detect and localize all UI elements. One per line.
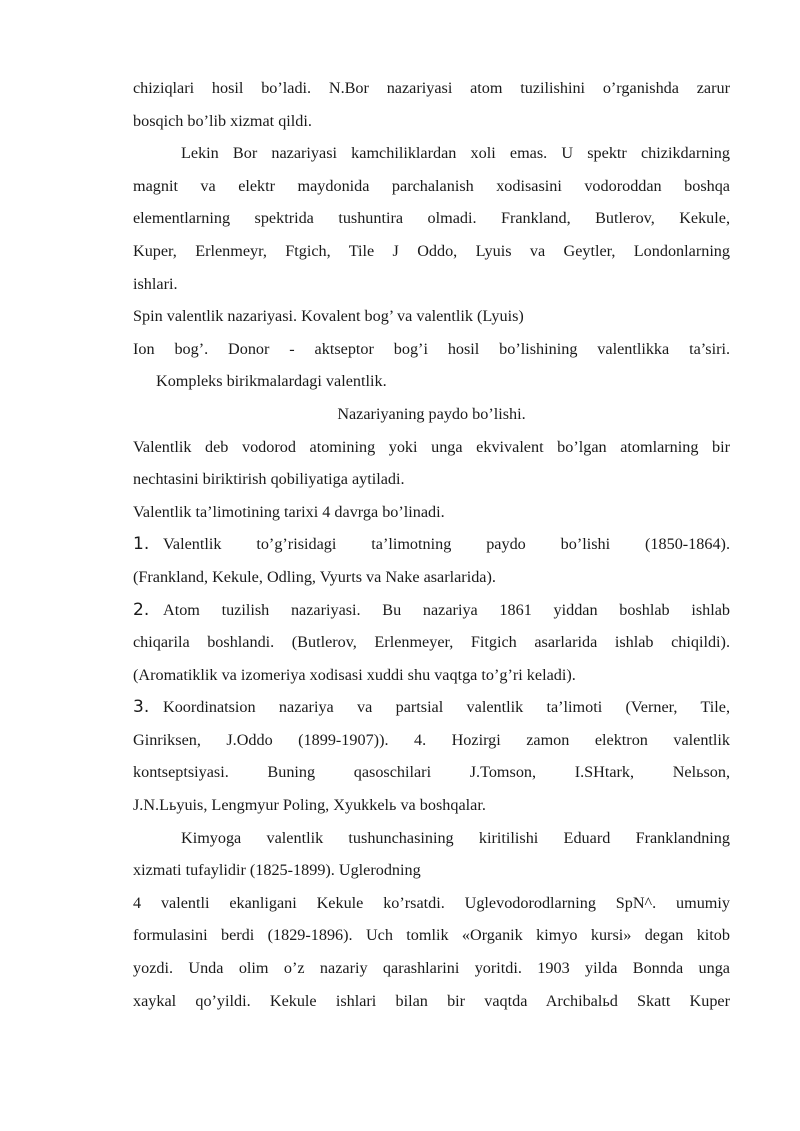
list-number: 1. <box>133 534 150 555</box>
list-item-text: Koordinatsion nazariya va partsial valentlik ta’limoti (Verner, Tile, <box>163 698 730 717</box>
list-number: 2. <box>133 599 150 620</box>
paragraph-line: chiqarila boshlandi. (Butlerov, Erlenmeyer, Fitgich asarlarida ishlab chiqildi). <box>133 633 730 652</box>
paragraph-line: magnit va elektr maydonida parchalanish xodisasini vodoroddan boshqa <box>133 176 730 195</box>
topic-line: Kompleks birikmalardagi valentlik. <box>156 372 387 391</box>
paragraph-line: chiziqlari hosil bo’ladi. N.Bor nazariyasi atom tuzilishini o’rganishda zarur <box>133 79 730 97</box>
list-item-2 <box>133 594 730 627</box>
paragraph-line: ishlari. <box>133 274 178 293</box>
paragraph-line: Valentlik deb vodorod atomining yoki unga ekvivalent bo’lgan atomlarning bir <box>133 437 730 456</box>
paragraph-line: Valentlik ta’limotining tarixi 4 davrga bo’linadi. <box>133 502 445 521</box>
paragraph-line: J.N.Lьyuis, Lengmyur Poling, Xyukkelь va boshqalar. <box>133 796 486 815</box>
list-number: 3. <box>133 697 150 718</box>
list-item-text: Valentlik to’g’risidagi ta’limotning paydo bo’lishi (1850-1864). <box>163 535 730 554</box>
paragraph-line: Kimyoga valentlik tushunchasining kiritilishi Eduard Franklandning <box>181 828 730 847</box>
paragraph-line: kontseptsiyasi. Buning qasoschilari J.Tomson, I.SHtark, Nelьson, <box>133 763 730 782</box>
paragraph-line: (Frankland, Kekule, Odling, Vyurts va Nake asarlarida). <box>133 567 496 586</box>
paragraph-line: formulasini berdi (1829-1896). Uch tomlik «Organik kimyo kursi» degan kitob <box>133 926 730 945</box>
paragraph-line: yozdi. Unda olim o’z nazariy qarashlarini yoritdi. 1903 yilda Bonnda unga <box>133 959 730 978</box>
section-heading: Nazariyaning paydo bo’lishi. <box>337 404 526 423</box>
paragraph-line: Ginriksen, J.Oddo (1899-1907)). 4. Hozirgi zamon elektron valentlik <box>133 730 730 749</box>
topic-line: Spin valentlik nazariyasi. Kovalent bog’ va valentlik (Lyuis) <box>133 307 524 326</box>
paragraph-line: Lekin Bor nazariyasi kamchiliklardan xoli emas. U spektr chizikdarning <box>181 144 730 163</box>
topic-line: Ion bog’. Donor - aktseptor bog’i hosil bo’lishining valentlikka ta’siri. <box>133 339 730 358</box>
document-page <box>133 72 730 1017</box>
list-item-3 <box>133 691 730 724</box>
paragraph-line: bosqich bo’lib xizmat qildi. <box>133 111 312 130</box>
list-item-1 <box>133 528 730 561</box>
paragraph-line: Kuper, Erlenmeyr, Ftgich, Tile J Oddo, Lyuis va Geytler, Londonlarning <box>133 241 730 260</box>
list-item-text: Atom tuzilish nazariyasi. Bu nazariya 1861 yiddan boshlab ishlab <box>163 600 730 619</box>
paragraph-line: xaykal qo’yildi. Kekule ishlari bilan bir vaqtda Archibalьd Skatt Kuper <box>133 991 730 1010</box>
paragraph-line: 4 valentli ekanligani Kekule ko’rsatdi. Uglevodorodlarning SpN^. umumiy <box>133 893 730 912</box>
paragraph-line: xizmati tufaylidir (1825-1899). Uglerodning <box>133 861 421 880</box>
paragraph-line: nechtasini biriktirish qobiliyatiga aytiladi. <box>133 470 405 489</box>
paragraph-line: elementlarning spektrida tushuntira olmadi. Frankland, Butlerov, Kekule, <box>133 209 730 228</box>
paragraph-line: (Aromatiklik va izomeriya xodisasi xuddi shu vaqtga to’g’ri keladi). <box>133 665 576 684</box>
